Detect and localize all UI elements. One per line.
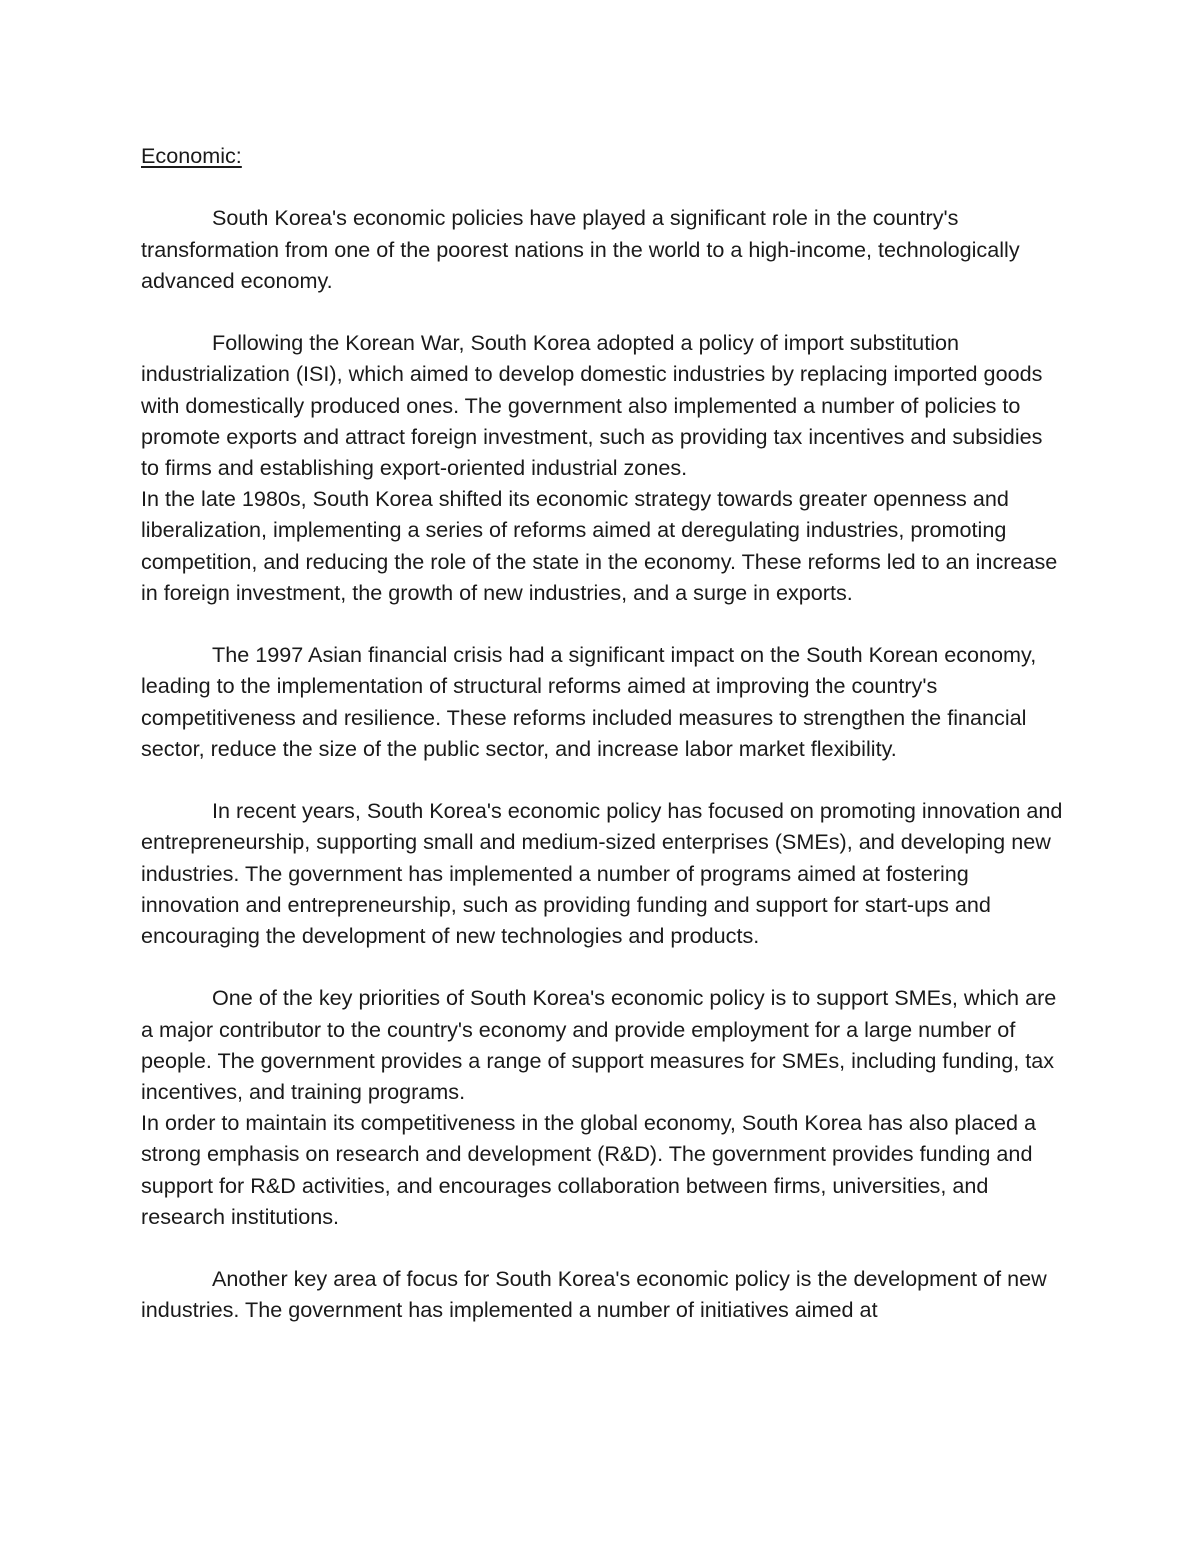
blank-line	[141, 951, 1066, 982]
paragraph-smes: One of the key priorities of South Korea's economic policy is to support SMEs, which are a major contributor to the country's economy and provide employment for a large number of people. The government provides a range of support measures for SMEs, including funding, tax incentives, and training programs.	[141, 985, 1057, 1105]
paragraph-1997-crisis: The 1997 Asian financial crisis had a significant impact on the South Korean economy, leading to the implementation of structural reforms aimed at improving the country's competitiveness and resilience. These reforms included measures to strengthen the financial sector, reduce the size of the public sector, and increase labor market flexibility.	[141, 642, 1037, 761]
document-body	[141, 140, 1066, 1326]
paragraph-intro: South Korea's economic policies have played a significant role in the country's transformation from one of the poorest nations in the world to a high-income, technologically advanced economy.	[141, 205, 1020, 293]
blank-line	[141, 1232, 1066, 1263]
paragraph-research-development: In order to maintain its competitiveness in the global economy, South Korea has also placed a strong emphasis on research and development (R&D). The government provides funding and support for R&D activities, and encourages collaboration between firms, universities, and research institutions.	[141, 1110, 1037, 1229]
blank-line	[141, 608, 1066, 639]
blank-line	[141, 296, 1066, 327]
paragraph-new-industries: Another key area of focus for South Korea's economic policy is the development of new industries. The government has implemented a number of initiatives aimed at	[141, 1266, 1047, 1323]
paragraph-recent-years: In recent years, South Korea's economic policy has focused on promoting innovation and entrepreneurship, supporting small and medium-sized enterprises (SMEs), and developing new industries. The government has implemented a number of programs aimed at fostering innovation and entrepreneurship, such as providing funding and support for start-ups and encouraging the development of new technologies and products.	[141, 798, 1063, 949]
paragraph-korean-war: Following the Korean War, South Korea adopted a policy of import substitution industrialization (ISI), which aimed to develop domestic industries by replacing imported goods with domestically produced ones. The government also implemented a number of policies to promote exports and attract foreign investment, such as providing tax incentives and subsidies to firms and establishing export-oriented industrial zones.	[141, 330, 1043, 480]
paragraph-late-1980s: In the late 1980s, South Korea shifted its economic strategy towards greater openness and liberalization, implementing a series of reforms aimed at deregulating industries, promoting competition, and reducing the role of the state in the economy. These reforms led to an increase in foreign investment, the growth of new industries, and a surge in exports.	[141, 486, 1058, 605]
section-heading: Economic:	[141, 143, 242, 168]
blank-line	[141, 764, 1066, 795]
blank-line	[141, 171, 1066, 202]
